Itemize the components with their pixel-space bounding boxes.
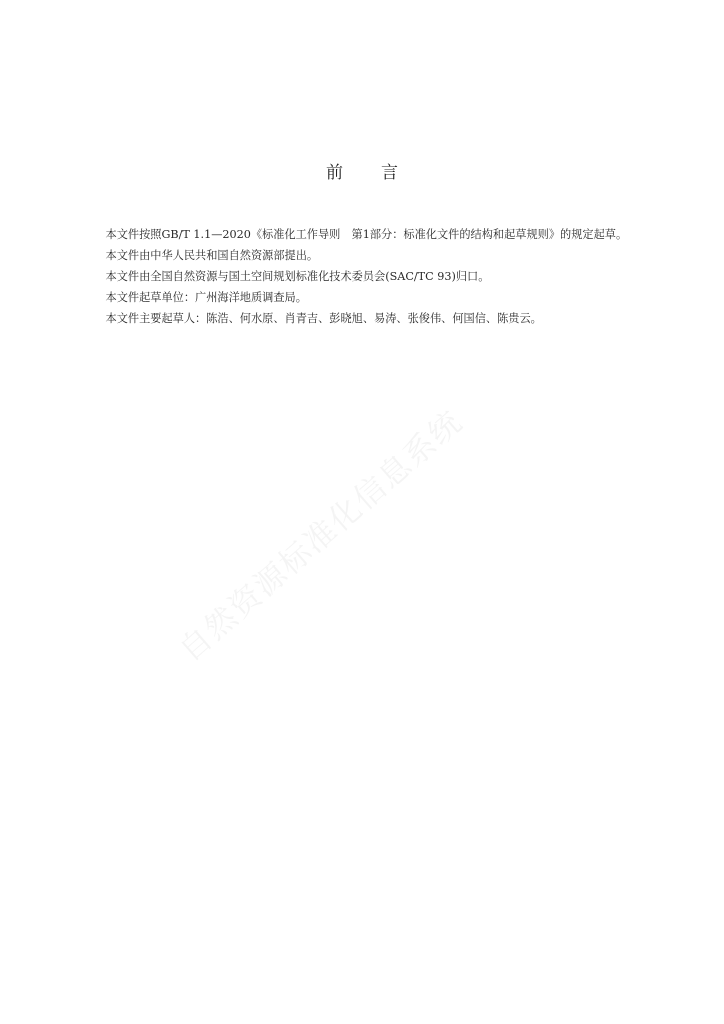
paragraph-proposer: 本文件由中华人民共和国自然资源部提出。 bbox=[105, 249, 319, 262]
title-right-char: 言 bbox=[381, 163, 398, 183]
paragraph-drafting-unit: 本文件起草单位：广州海洋地质调查局。 bbox=[105, 291, 307, 304]
paragraph-centralized-by: 本文件由全国自然资源与国土空间规划标准化技术委员会(SAC/TC 93)归口。 bbox=[105, 270, 490, 283]
title-left-char: 前 bbox=[326, 163, 343, 183]
foreword-body bbox=[82, 224, 668, 329]
watermark-text: 自然资源标准化信息系统 bbox=[172, 403, 471, 669]
page-title bbox=[0, 158, 724, 183]
paragraph-drafting-rules: 本文件按照GB/T 1.1—2020《标准化工作导则 第1部分：标准化文件的结构和起草规则》的规定起草。 bbox=[105, 228, 628, 241]
paragraph-main-drafters: 本文件主要起草人：陈浩、何水原、肖青吉、彭晓旭、易涛、张俊伟、何国信、陈贵云。 bbox=[105, 312, 542, 325]
